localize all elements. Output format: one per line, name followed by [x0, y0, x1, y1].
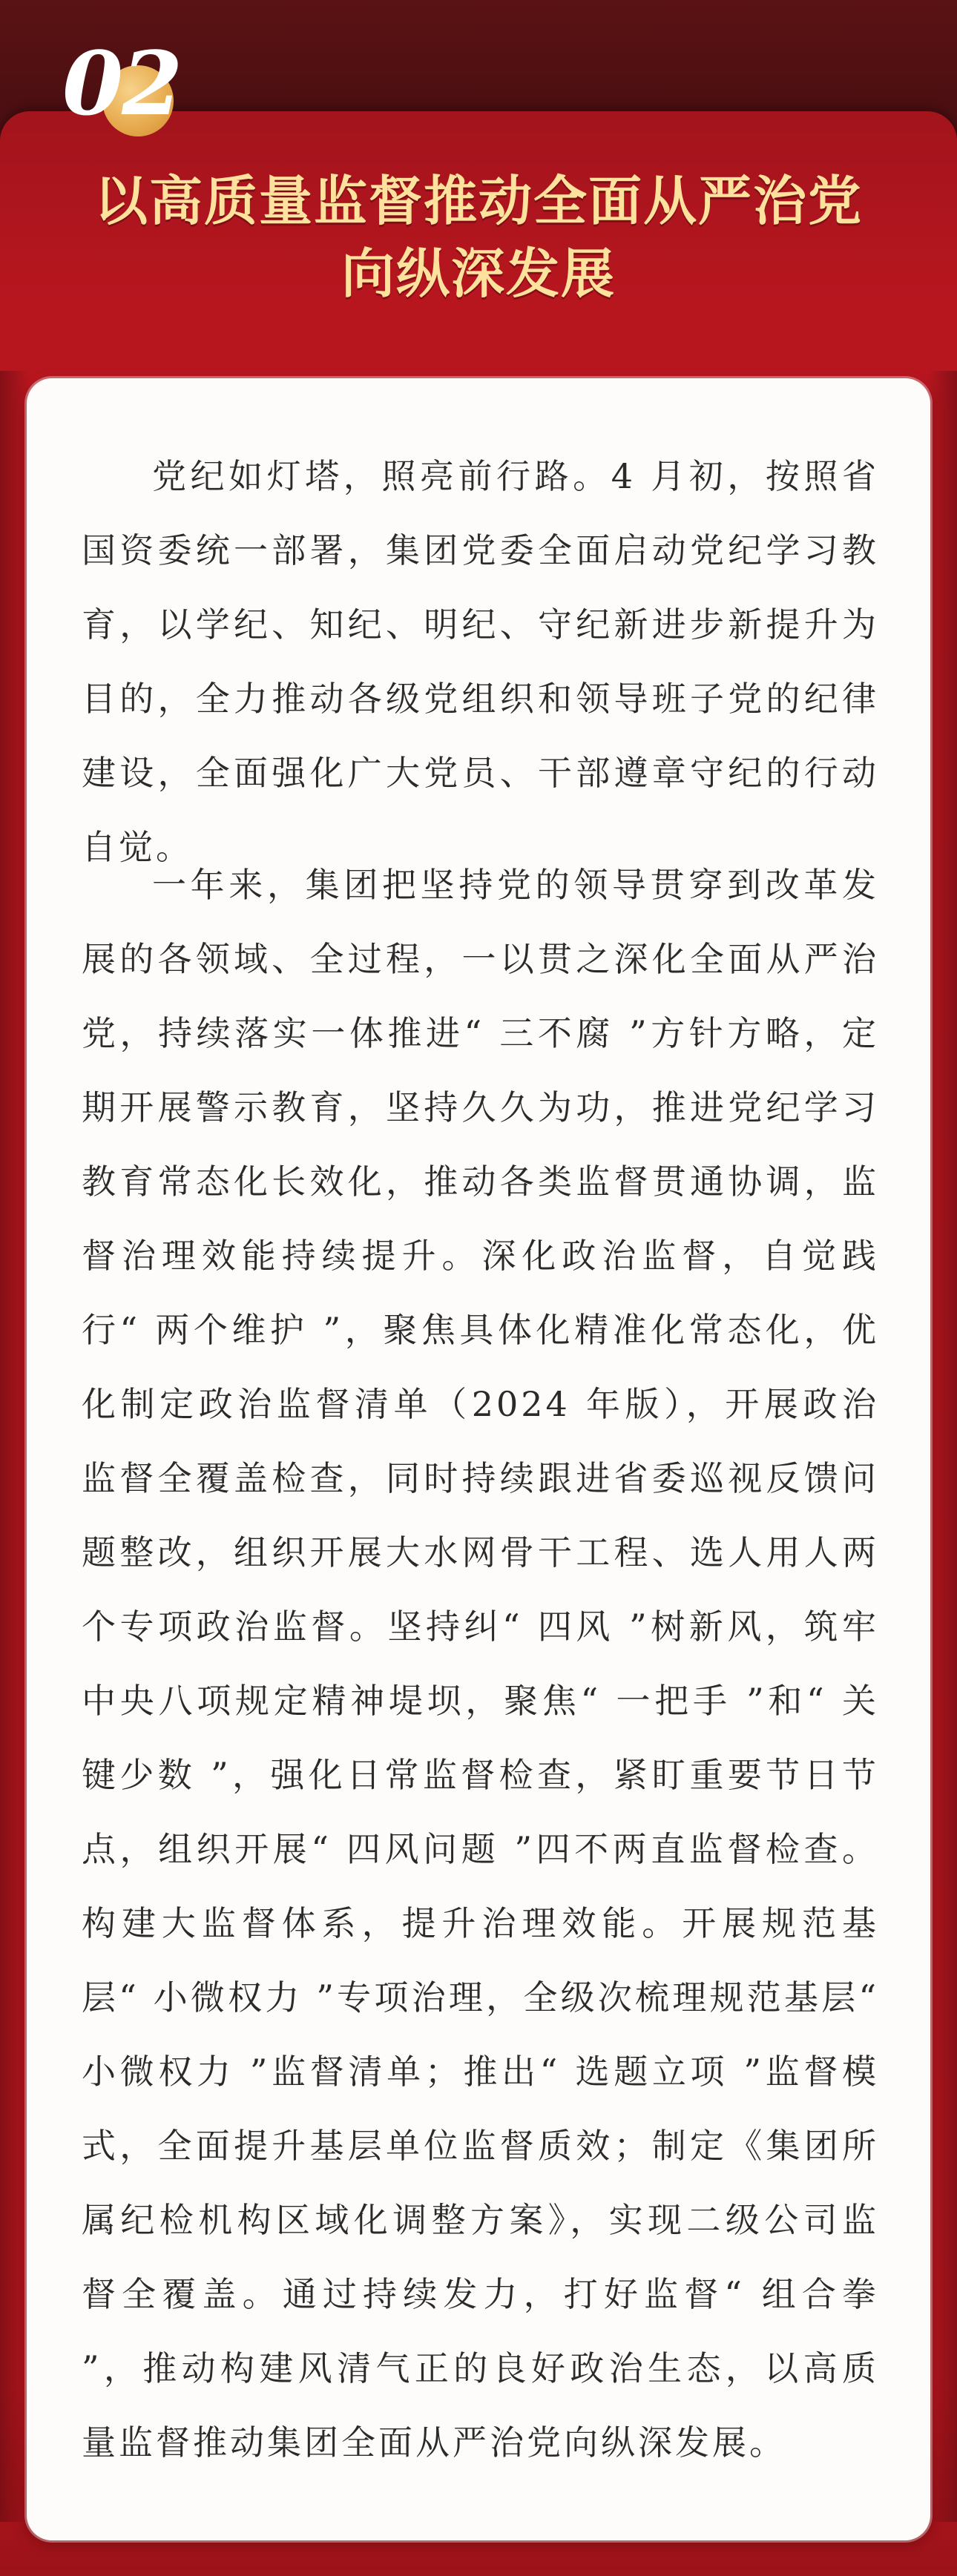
title-line-1: 以高质量监督推动全面从严治党: [93, 170, 863, 232]
section-number: 02: [62, 32, 182, 135]
title-line-2: 向纵深发展: [341, 243, 616, 305]
section-title: [0, 165, 957, 310]
article-paragraph-1: 党纪如灯塔，照亮前行路。4 月初，按照省国资委统一部署，集团党委全面启动党纪学习教育，以学纪、知纪、明纪、守纪新进步新提升为目的，全力推动各级党组织和领导班子党的纪律建设，全面强化广大党员、干部遵章守纪的行动自觉。: [82, 456, 879, 867]
left-edge-shade: [0, 371, 30, 2522]
right-edge-shade: [927, 371, 957, 2522]
section-number-badge: [62, 32, 182, 139]
article-paragraph-2: 一年来，集团把坚持党的领导贯穿到改革发展的各领域、全过程，一以贯之深化全面从严治党，持续落实一体推进“ 三不腐 ”方针方略，定期开展警示教育，坚持久久为功，推进党纪学习教育常态化长效化，推动各类监督贯通协调，监督治理效能持续提升。深化政治监督，自觉践行“ 两个维护 ”，聚焦具体化精准化常态化，优化制定政治监督清单（2024 年版），开展政治监督全覆盖检查，同时持续跟进省委巡视反馈问题整改，组织开展大水网骨干工程、选人用人两个专项政治监督。坚持纠“ 四风 ”树新风，筑牢中央八项规定精神堤坝，聚焦“ 一把手 ”和“ 关键少数 ”，强化日常监督检查，紧盯重要节日节点，组织开展“ 四风问题 ”四不两直监督检查。构建大监督体系，提升治理效能。开展规范基层“ 小微权力 ”专项治理，全级次梳理规范基层“ 小微权力 ”监督清单；推出“ 选题立项 ”监督模式，全面提升基层单位监督质效；制定《集团所属纪检机构区域化调整方案》，实现二级公司监督全覆盖。通过持续发力，打好监督“ 组合拳 ”，推动构建风清气正的良好政治生态，以高质量监督推动集团全面从严治党向纵深发展。: [82, 865, 879, 2463]
